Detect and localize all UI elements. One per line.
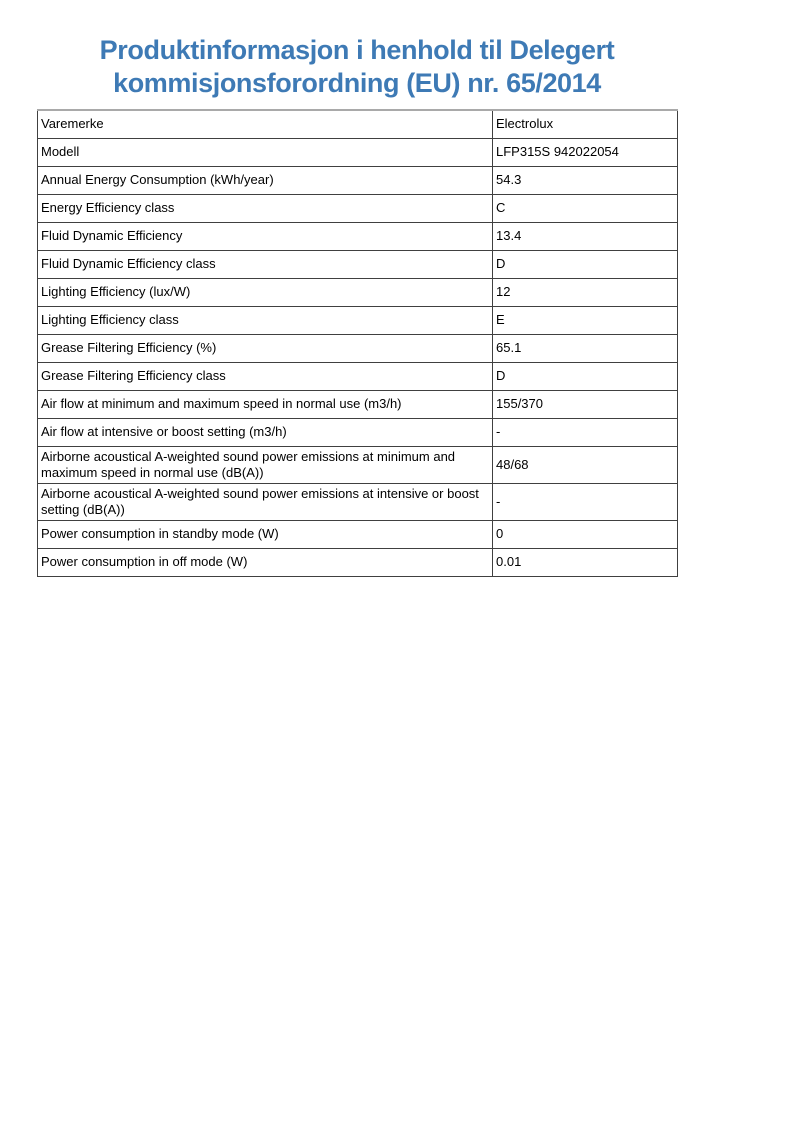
page-title-line-2: kommisjonsforordning (EU) nr. 65/2014 [113,68,601,98]
row-label: Power consumption in off mode (W) [38,548,493,576]
page-title-line-1: Produktinformasjon i henhold til Delegert [99,35,615,65]
table-row [38,222,678,250]
table-row [38,278,678,306]
content-area [37,0,677,577]
row-label: Air flow at intensive or boost setting (m3/h) [38,418,493,446]
product-info-table [37,109,678,577]
row-label: Power consumption in standby mode (W) [38,520,493,548]
row-value: 0.01 [493,548,678,576]
row-label: Energy Efficiency class [38,194,493,222]
row-label: Modell [38,138,493,166]
table-row [38,483,678,520]
product-table-body [38,110,678,576]
row-value: D [493,250,678,278]
row-label: Airborne acoustical A-weighted sound power emissions at intensive or boost setting (dB(A)) [38,483,493,520]
row-label: Lighting Efficiency class [38,306,493,334]
row-value: D [493,362,678,390]
table-row [38,548,678,576]
row-value: 155/370 [493,390,678,418]
table-row [38,520,678,548]
table-row [38,306,678,334]
row-value: - [493,418,678,446]
row-value: 12 [493,278,678,306]
row-label: Air flow at minimum and maximum speed in normal use (m3/h) [38,390,493,418]
table-row [38,166,678,194]
row-label: Airborne acoustical A-weighted sound power emissions at minimum and maximum speed in normal use (dB(A)) [38,446,493,483]
table-row [38,250,678,278]
table-row [38,110,678,138]
row-label: Lighting Efficiency (lux/W) [38,278,493,306]
row-value: E [493,306,678,334]
row-value: LFP315S 942022054 [493,138,678,166]
table-row [38,418,678,446]
row-value: 54.3 [493,166,678,194]
row-label: Fluid Dynamic Efficiency class [38,250,493,278]
row-value: 48/68 [493,446,678,483]
row-value: - [493,483,678,520]
row-value: 13.4 [493,222,678,250]
row-label: Fluid Dynamic Efficiency [38,222,493,250]
row-label: Varemerke [38,110,493,138]
table-row [38,390,678,418]
row-value: Electrolux [493,110,678,138]
row-value: C [493,194,678,222]
table-row [38,362,678,390]
row-label: Grease Filtering Efficiency (%) [38,334,493,362]
table-row [38,138,678,166]
table-row [38,334,678,362]
row-value: 65.1 [493,334,678,362]
row-value: 0 [493,520,678,548]
table-row [38,194,678,222]
table-row [38,446,678,483]
row-label: Grease Filtering Efficiency class [38,362,493,390]
row-label: Annual Energy Consumption (kWh/year) [38,166,493,194]
page-title [37,34,677,100]
